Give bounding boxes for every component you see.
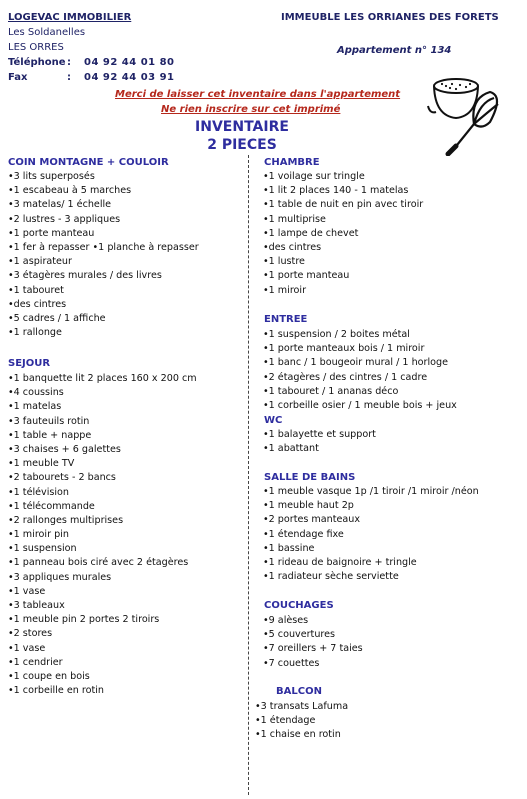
section-title-wc: WC <box>264 415 283 426</box>
list-item: •5 cadres / 1 affiche <box>8 312 106 324</box>
list-item: •9 alèses <box>263 615 309 626</box>
list-item: •1 corbeille en rotin <box>8 685 104 697</box>
list-item: •7 oreillers + 7 taies <box>263 643 363 655</box>
list-item: •1 meuble pin 2 portes 2 tiroirs <box>8 614 160 626</box>
list-item: •1 table de nuit en pin avec tiroir <box>263 199 424 211</box>
list-item: •1 télécommande <box>8 500 95 512</box>
list-item: •des cintres <box>263 241 322 253</box>
list-item: •1 suspension / 2 boites métal <box>263 329 410 340</box>
list-item: •1 rallonge <box>8 327 62 339</box>
coin-montagne-list <box>8 170 199 340</box>
list-item: •3 étagères murales / des livres <box>8 270 162 282</box>
list-item: •3 fauteuils rotin <box>8 415 90 427</box>
list-item: •3 appliques murales <box>8 571 112 583</box>
phone-number: 04 92 44 01 80 <box>84 57 175 68</box>
list-item: •1 tabouret / 1 ananas déco <box>263 385 399 397</box>
section-title-balcon: BALCON <box>276 686 322 697</box>
section-title-chambre: CHAMBRE <box>264 157 320 168</box>
list-item: •1 multiprise <box>263 213 326 225</box>
list-item: •1 meuble TV <box>8 458 75 470</box>
list-item: •1 coupe en bois <box>8 670 90 682</box>
balcon-list <box>255 700 348 743</box>
list-item: •2 tabourets - 2 bancs <box>8 472 116 484</box>
list-item: •1 voilage sur tringle <box>263 171 365 182</box>
list-item: •7 couettes <box>263 657 320 669</box>
list-item: •1 chaise en rotin <box>255 729 341 741</box>
list-item: •1 lit 2 places 140 - 1 matelas <box>263 185 409 197</box>
list-item: •1 banc / 1 bougeoir mural / 1 horloge <box>263 357 449 369</box>
couchages-list <box>263 614 363 671</box>
list-item: •1 porte manteaux bois / 1 miroir <box>263 343 425 355</box>
section-title-sejour: SEJOUR <box>8 358 51 369</box>
list-item: •2 rallonges multiprises <box>8 514 124 526</box>
list-item: •1 porte manteau <box>263 270 350 282</box>
list-item: •1 télévision <box>8 486 70 498</box>
list-item: •1 fer à repasser •1 planche à repasser <box>8 241 199 253</box>
list-item: •1 miroir pin <box>8 529 69 541</box>
page-subtitle: 2 PIECES <box>207 137 277 153</box>
list-item: •1 miroir <box>263 284 307 296</box>
list-item: •1 meuble haut 2p <box>263 500 354 512</box>
list-item: •1 radiateur sèche serviette <box>263 571 399 583</box>
list-item: •1 rideau de baignoire + tringle <box>263 556 417 568</box>
column-divider <box>248 155 250 795</box>
list-item: •1 matelas <box>8 401 62 413</box>
entree-list <box>263 328 457 413</box>
list-item: •2 stores <box>8 628 53 640</box>
list-item: •3 matelas/ 1 échelle <box>8 199 112 211</box>
list-item: •1 étendage <box>255 715 316 727</box>
salle-de-bains-list <box>263 485 479 584</box>
agency-name: LOGEVAC IMMOBILIER <box>8 12 132 23</box>
list-item: •2 portes manteaux <box>263 514 361 526</box>
list-item: •1 abattant <box>263 443 319 455</box>
list-item: •1 table + nappe <box>8 429 92 441</box>
sejour-list <box>8 372 197 698</box>
notice-line-1: Merci de laisser cet inventaire dans l'appartement <box>115 89 401 100</box>
list-item: •3 transats Lafuma <box>255 701 349 712</box>
list-item: •3 lits superposés <box>8 171 95 182</box>
section-title-coin-montagne: COIN MONTAGNE + COULOIR <box>8 157 169 168</box>
list-item: •1 porte manteau <box>8 227 95 239</box>
fax-separator: : <box>67 72 71 83</box>
list-item: •1 vase <box>8 585 46 597</box>
apartment-number: Appartement n° 134 <box>337 45 452 56</box>
list-item: •1 bassine <box>263 542 315 554</box>
list-item: •1 escabeau à 5 marches <box>8 185 132 197</box>
list-item: •1 cendrier <box>8 656 63 668</box>
bowl-whisk-illustration <box>420 68 508 156</box>
list-item: •3 chaises + 6 galettes <box>8 443 121 455</box>
fax-number: 04 92 44 03 91 <box>84 72 175 83</box>
chambre-list <box>263 170 423 298</box>
list-item: •des cintres <box>8 298 67 310</box>
list-item: •3 tableaux <box>8 600 65 611</box>
notice-line-2: Ne rien inscrire sur cet imprimé <box>161 104 341 115</box>
list-item: •1 banquette lit 2 places 160 x 200 cm <box>8 373 197 384</box>
list-item: •4 coussins <box>8 387 64 399</box>
list-item: •2 étagères / des cintres / 1 cadre <box>263 371 428 383</box>
building-name: IMMEUBLE LES ORRIANES DES FORETS <box>281 12 499 23</box>
residence-name: Les Soldanelles <box>8 27 86 38</box>
list-item: •1 aspirateur <box>8 256 72 268</box>
section-title-entree: ENTREE <box>264 314 308 325</box>
list-item: •1 étendage fixe <box>263 528 344 540</box>
list-item: •1 suspension <box>8 543 77 555</box>
section-title-salle-de-bains: SALLE DE BAINS <box>264 472 356 483</box>
list-item: •1 balayette et support <box>263 429 376 440</box>
fax-label: Fax <box>8 72 28 83</box>
section-title-couchages: COUCHAGES <box>264 600 334 611</box>
list-item: •1 meuble vasque 1p /1 tiroir /1 miroir /néon <box>263 486 479 497</box>
list-item: •1 panneau bois ciré avec 2 étagères <box>8 557 189 569</box>
phone-label: Téléphone <box>8 57 66 68</box>
list-item: •1 corbeille osier / 1 meuble bois + jeux <box>263 399 457 411</box>
list-item: •1 lampe de chevet <box>263 227 359 239</box>
town-name: LES ORRES <box>8 42 64 53</box>
phone-separator: : <box>67 57 71 68</box>
wc-list <box>263 428 376 456</box>
page-title: INVENTAIRE <box>195 119 289 135</box>
list-item: •1 lustre <box>263 256 305 268</box>
list-item: •1 vase <box>8 642 46 654</box>
list-item: •1 tabouret <box>8 284 64 296</box>
list-item: •5 couvertures <box>263 629 336 641</box>
list-item: •2 lustres - 3 appliques <box>8 213 121 225</box>
